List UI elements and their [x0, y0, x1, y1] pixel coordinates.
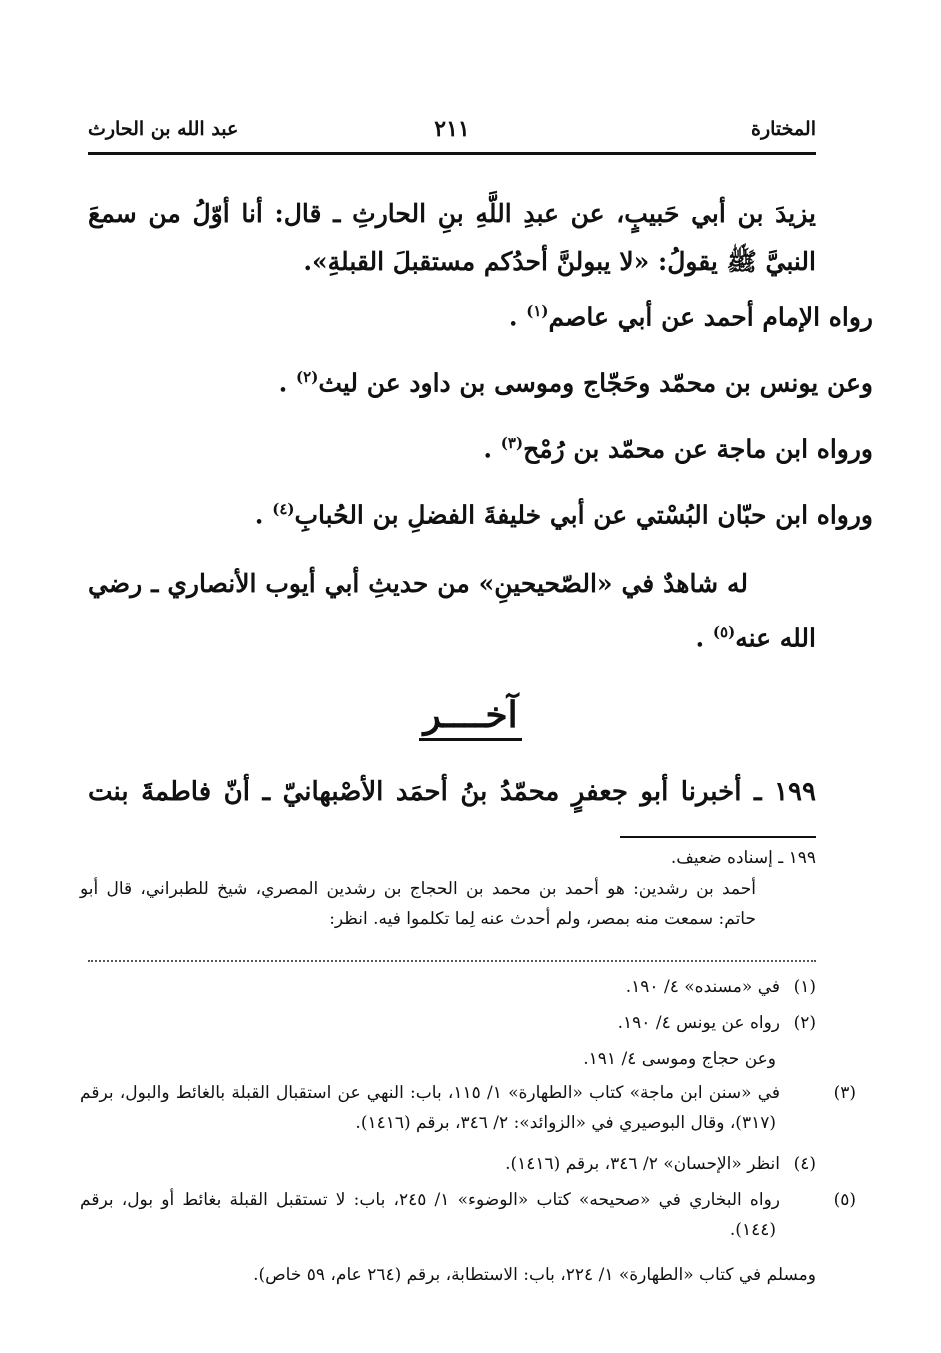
footnote-number: (٥): [833, 1190, 856, 1210]
line-period: .: [483, 434, 493, 464]
footnote-text: رواه البخاري في «صحيحه» كتاب «الوضوء» ١/ ٢٤٥، باب: لا تستقبل القبلة بغائط أو بول، برقم (١٤٤).: [80, 1190, 780, 1240]
footnote-text: انظر «الإحسان» ٢/ ٣٤٦، برقم (١٤١٦).: [505, 1154, 780, 1174]
footnote-1: [80, 972, 816, 1002]
chapter-heading: [0, 694, 941, 736]
line-period: .: [278, 368, 288, 398]
footnote-number: (٤): [793, 1154, 816, 1174]
hadith-199-opening: ١٩٩ ـ أخبرنا أبو جعفرٍ محمّدُ بنُ أحمَد الأصْبهانيّ ـ أنّ فاطمةَ بنت: [88, 777, 816, 807]
header-rule: [88, 152, 816, 155]
hadith-text-paragraph: يزيدَ بن أبي حَبيبٍ، عن عبدِ اللَّهِ بنِ الحارثِ ـ قال: أنا أوّلُ من سمعَ النبيَّ ﷺ يقولُ: «لا يبولنَّ أحدُكم مستقبلَ القبلةِ».: [88, 199, 816, 276]
footnote-ref-5[interactable]: (٥): [712, 623, 736, 641]
narration-line-1: [509, 302, 873, 331]
page-number: ٢١١: [434, 116, 470, 142]
footnote-text: رواه عن يونس ٤/ ١٩٠.: [617, 1013, 780, 1033]
footnote-text: في «سنن ابن ماجة» كتاب «الطهارة» ١/ ١١٥، باب: النهي عن استقبال القبلة بالغائط والبول، برقم (٣١٧)، وقال البوصيري في «الزوائد»: ٢/ ٣٤٦، برقم (١٤١٦).: [80, 1083, 780, 1133]
witness-paragraph: [88, 560, 816, 662]
witness-text: له شاهدٌ في «الصّحيحينِ» من حديثِ أبي أيوب الأنصاري ـ رضي الله عنه: [88, 569, 816, 653]
footnote-number: (٢): [793, 1013, 816, 1033]
line-period: .: [254, 500, 264, 530]
narration-line-3: [483, 434, 873, 463]
footnote-3: [80, 1078, 856, 1138]
narration-line-4: [255, 500, 873, 529]
chapter-heading-text: آخــــر: [419, 694, 521, 741]
footnote-number: (٣): [833, 1083, 856, 1103]
footnote-separator: [620, 836, 816, 838]
footnote-2: [80, 1008, 816, 1038]
footnote-4: [80, 1149, 816, 1179]
header-book-title: المختارة: [751, 118, 816, 140]
footnote-199-title: ١٩٩ ـ إسناده ضعيف.: [670, 848, 816, 868]
narration-line-2: [279, 368, 873, 397]
footnote-number: (١): [793, 977, 816, 997]
narration-line-1-text: رواه الإمام أحمد عن أبي عاصم: [548, 302, 873, 332]
footnote-dotted-divider: [88, 960, 816, 962]
header-chapter-title: عبد الله بن الحارث: [88, 118, 239, 140]
footnote-5: [80, 1185, 856, 1245]
footnote-ref-2[interactable]: (٢): [296, 368, 319, 386]
footnote-ref-4[interactable]: (٤): [272, 500, 295, 518]
narration-line-2-text: وعن يونس بن محمّد وحَجّاج وموسى بن داود عن ليث: [318, 368, 873, 398]
footnote-2-continuation: وعن حجاج وموسى ٤/ ١٩١.: [583, 1049, 776, 1069]
narration-line-3-text: ورواه ابن ماجة عن محمّد بن رُمْح: [523, 434, 873, 464]
line-period: .: [695, 623, 705, 653]
footnote-ref-1[interactable]: (١): [526, 302, 549, 320]
footnote-ref-3[interactable]: (٣): [500, 434, 524, 452]
footnote-5-continuation: ومسلم في كتاب «الطهارة» ١/ ٢٢٤، باب: الاستطابة، برقم (٢٦٤ عام، ٥٩ خاص).: [253, 1265, 816, 1285]
running-header: [88, 118, 816, 152]
narration-line-4-text: ورواه ابن حبّان البُسْتي عن أبي خليفةَ الفضلِ بن الحُبابِ: [294, 500, 873, 530]
line-period: .: [508, 302, 518, 332]
footnote-text: في «مسنده» ٤/ ١٩٠.: [625, 977, 780, 997]
footnote-199-body: أحمد بن رشدين: هو أحمد بن محمد بن الحجاج بن رشدين المصري، شيخ للطبراني، قال أبو حاتم: سمعت منه بمصر، ولم أحدث عنه لِما تكلموا فيه. انظر:: [80, 879, 756, 929]
